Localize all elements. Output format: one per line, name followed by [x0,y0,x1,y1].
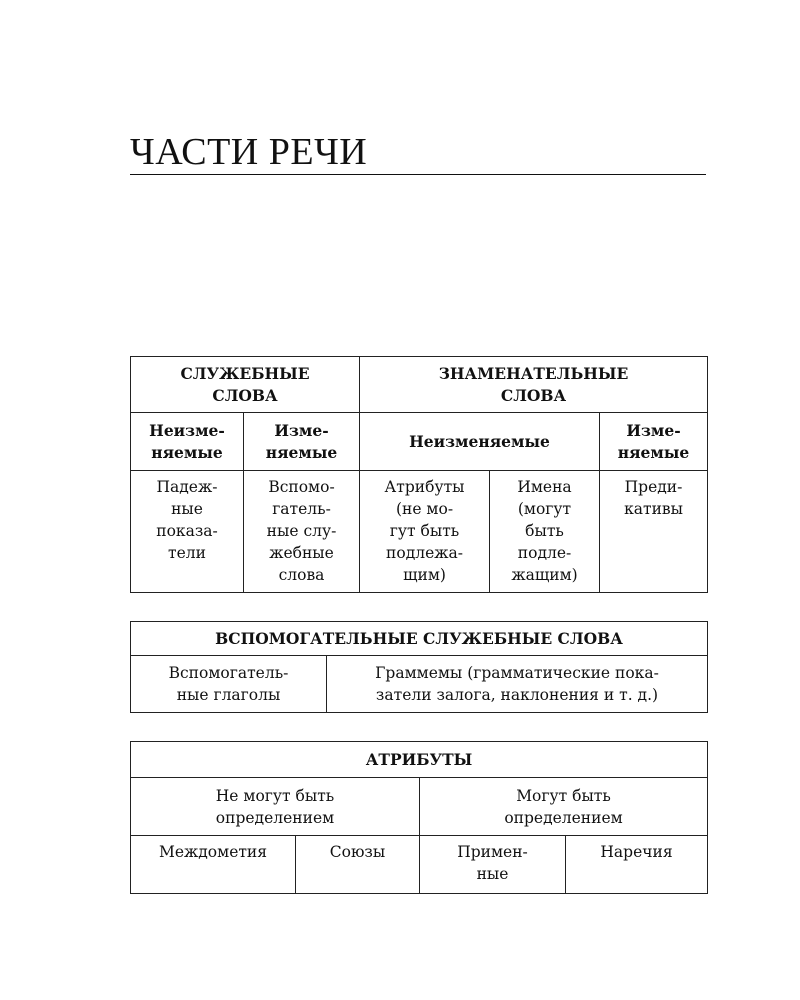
meaningful-words-header: ЗНАМЕНАТЕЛЬНЫЕ СЛОВА [360,357,708,413]
predicatives-cell: Преди- кативы [600,471,708,593]
attributes-header: АТРИБУТЫ [131,742,708,778]
service-words-header: СЛУЖЕБНЫЕ СЛОВА [131,357,360,413]
adverbs-cell: Наречия [566,836,708,894]
service-unchangeable-header: Неизме- няемые [131,413,244,471]
case-markers-cell: Падеж- ные показа- тели [131,471,244,593]
names-cell: Имена (могут быть подле- жащим) [490,471,600,593]
interjections-cell: Междометия [131,836,296,894]
attributes-cell: Атрибуты (не мо- гут быть подлежа- щим) [360,471,490,593]
auxiliary-verbs-cell: Вспомогатель- ные глаголы [131,656,327,713]
can-be-attribute-cell: Могут быть определением [420,778,708,836]
conjunctions-cell: Союзы [296,836,420,894]
meaningful-unchangeable-header: Неизменяемые [360,413,600,471]
meaningful-changeable-header: Изме- няемые [600,413,708,471]
title-underline [130,174,706,175]
grammemes-cell: Граммемы (грамматические пока- затели залога, наклонения и т. д.) [327,656,708,713]
parts-of-speech-table [130,356,708,593]
attributes-table [130,741,708,894]
service-changeable-header: Изме- няемые [244,413,360,471]
auxiliary-words-table [130,621,708,713]
page-title: ЧАСТИ РЕЧИ [130,131,368,173]
cannot-be-attribute-cell: Не могут быть определением [131,778,420,836]
auxiliary-words-cell: Вспомо- гатель- ные слу- жебные слова [244,471,360,593]
adjuncts-cell: Примен- ные [420,836,566,894]
auxiliary-words-header: ВСПОМОГАТЕЛЬНЫЕ СЛУЖЕБНЫЕ СЛОВА [131,622,708,656]
